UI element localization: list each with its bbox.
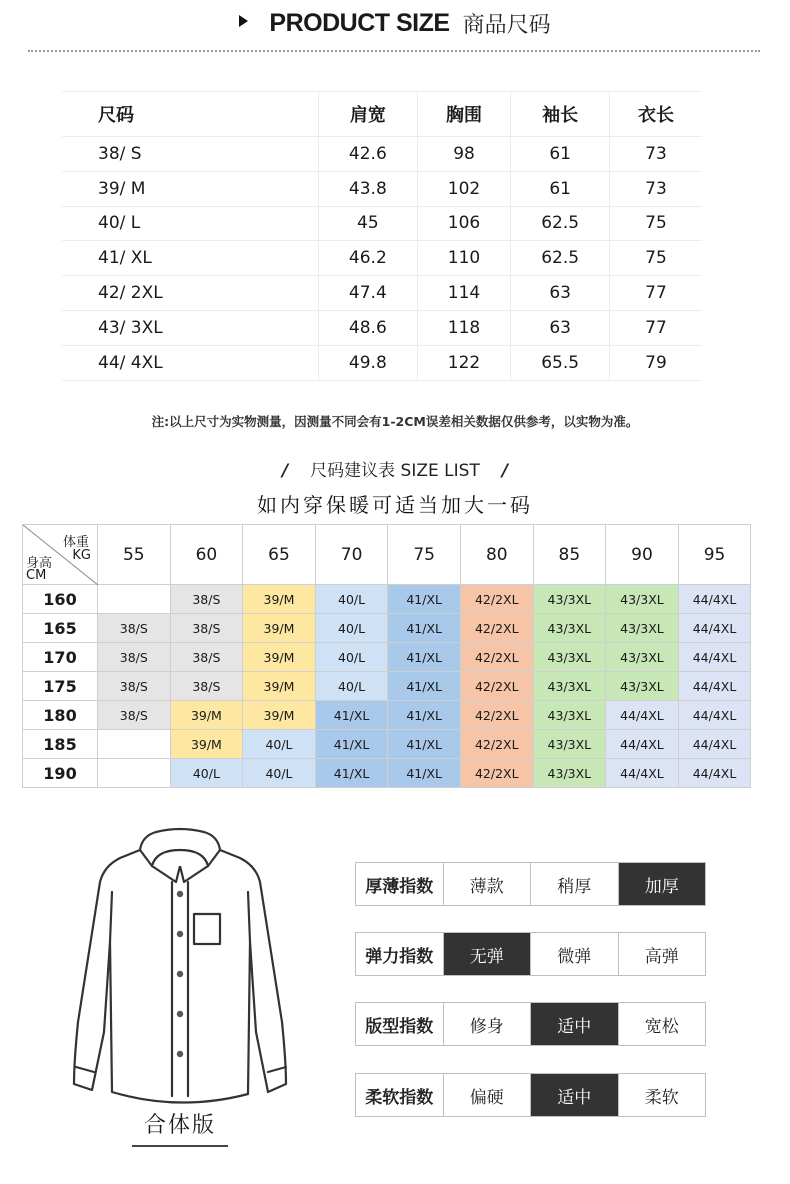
grid-height-header: 160 — [23, 585, 98, 614]
size-table-row — [62, 137, 702, 172]
index-label: 厚薄指数 — [356, 863, 444, 905]
index-label: 柔软指数 — [356, 1074, 444, 1116]
grid-size-cell: 39/M — [243, 672, 316, 701]
size-table-cell: 45 — [319, 206, 418, 241]
index-option: 稍厚 — [531, 863, 619, 905]
grid-size-cell: 41/XL — [388, 701, 461, 730]
dotted-divider — [28, 50, 760, 52]
size-advice-grid — [22, 524, 751, 788]
grid-size-cell: 39/M — [170, 730, 243, 759]
grid-size-cell: 43/3XL — [533, 759, 606, 788]
size-table-cell: 61 — [511, 171, 610, 206]
size-table-header-row — [62, 92, 702, 137]
grid-size-cell: 43/3XL — [533, 672, 606, 701]
size-table-cell: 75 — [609, 241, 702, 276]
size-table-cell: 77 — [609, 276, 702, 311]
size-table-cell: 40/ L — [62, 206, 319, 241]
grid-size-cell: 43/3XL — [606, 643, 679, 672]
grid-size-cell: 42/2XL — [460, 672, 533, 701]
size-table-cell: 44/ 4XL — [62, 345, 319, 380]
grid-size-cell: 43/3XL — [533, 643, 606, 672]
size-table-cell: 79 — [609, 345, 702, 380]
grid-size-cell: 40/L — [243, 730, 316, 759]
grid-size-cell: 38/S — [170, 672, 243, 701]
index-option: 柔软 — [644, 1087, 679, 1108]
grid-size-cell: 41/XL — [315, 701, 388, 730]
size-table-row — [62, 310, 702, 345]
grid-row — [23, 672, 751, 701]
size-list-title-text: 尺码建议表 SIZE LIST — [310, 461, 480, 481]
grid-size-cell: 42/2XL — [460, 759, 533, 788]
grid-weight-header: 65 — [243, 525, 316, 585]
grid-size-cell: 42/2XL — [460, 614, 533, 643]
size-table-cell: 48.6 — [319, 310, 418, 345]
grid-size-cell: 38/S — [170, 643, 243, 672]
grid-size-cell: 43/3XL — [606, 672, 679, 701]
grid-size-cell: 41/XL — [388, 614, 461, 643]
size-table-cell: 73 — [609, 137, 702, 172]
grid-weight-header: 90 — [606, 525, 679, 585]
grid-size-cell: 40/L — [315, 643, 388, 672]
fabric-index-row — [355, 932, 706, 976]
index-option: 偏硬 — [444, 1074, 532, 1116]
grid-size-cell: 40/L — [315, 585, 388, 614]
size-table-row — [62, 171, 702, 206]
fit-type-label: 合体版 — [132, 1108, 228, 1147]
size-table-cell: 42/ 2XL — [62, 276, 319, 311]
size-list-subtitle: 如内穿保暖可适当加大一码 — [257, 493, 533, 517]
size-table-column-header: 衣长 — [609, 92, 702, 137]
grid-row — [23, 759, 751, 788]
size-table-column-header: 胸围 — [417, 92, 511, 137]
grid-corner-cell — [23, 525, 98, 585]
index-option-selected: 适中 — [531, 1003, 619, 1045]
grid-size-cell: 42/2XL — [460, 730, 533, 759]
grid-size-cell: 41/XL — [388, 672, 461, 701]
size-table-cell: 63 — [511, 310, 610, 345]
grid-size-cell: 43/3XL — [606, 585, 679, 614]
grid-size-cell: 42/2XL — [460, 643, 533, 672]
header-title-en: PRODUCT SIZE — [269, 9, 450, 37]
product-size-table — [62, 91, 702, 381]
grid-size-cell: 38/S — [98, 614, 171, 643]
grid-size-cell: 38/S — [98, 701, 171, 730]
grid-row — [23, 585, 751, 614]
size-table-cell: 61 — [511, 137, 610, 172]
size-table-cell: 39/ M — [62, 171, 319, 206]
size-table-cell: 41/ XL — [62, 241, 319, 276]
grid-height-header: 165 — [23, 614, 98, 643]
size-table-row — [62, 241, 702, 276]
corner-kg-label: KG — [72, 548, 91, 563]
grid-height-header: 175 — [23, 672, 98, 701]
grid-weight-header: 95 — [678, 525, 751, 585]
grid-size-cell: 38/S — [170, 585, 243, 614]
grid-size-cell: 44/4XL — [606, 730, 679, 759]
triangle-arrow-icon — [239, 15, 248, 27]
grid-size-cell: 41/XL — [388, 643, 461, 672]
size-table-cell: 77 — [609, 310, 702, 345]
size-table-cell: 43.8 — [319, 171, 418, 206]
grid-row — [23, 643, 751, 672]
size-table-cell: 42.6 — [319, 137, 418, 172]
grid-size-cell: 43/3XL — [533, 701, 606, 730]
size-table-cell: 118 — [417, 310, 511, 345]
size-table-cell: 46.2 — [319, 241, 418, 276]
size-table-cell: 122 — [417, 345, 511, 380]
index-option-selected: 适中 — [531, 1074, 619, 1116]
grid-size-cell: 39/M — [170, 701, 243, 730]
fabric-index-row — [355, 862, 706, 906]
corner-height-label: 身高 — [26, 556, 53, 571]
grid-size-cell: 39/M — [243, 585, 316, 614]
size-table-row — [62, 206, 702, 241]
fabric-index-row — [355, 1073, 706, 1117]
grid-weight-header: 60 — [170, 525, 243, 585]
grid-size-cell: 38/S — [170, 614, 243, 643]
grid-size-cell — [98, 585, 171, 614]
grid-size-cell — [98, 730, 171, 759]
grid-weight-header: 75 — [388, 525, 461, 585]
grid-size-cell: 41/XL — [388, 585, 461, 614]
grid-size-cell: 44/4XL — [678, 643, 751, 672]
measurement-note: 注:以上尺寸为实物测量，因测量不同会有1-2CM误差相关数据仅供参考，以实物为准。 — [151, 414, 639, 429]
size-table-cell: 49.8 — [319, 345, 418, 380]
shirt-illustration — [60, 822, 300, 1112]
grid-weight-header: 55 — [98, 525, 171, 585]
grid-size-cell: 41/XL — [315, 759, 388, 788]
grid-height-header: 190 — [23, 759, 98, 788]
index-option: 微弹 — [531, 933, 619, 975]
grid-size-cell: 43/3XL — [533, 730, 606, 759]
grid-size-cell: 42/2XL — [460, 585, 533, 614]
size-table-cell: 110 — [417, 241, 511, 276]
index-label: 弹力指数 — [356, 933, 444, 975]
grid-size-cell: 43/3XL — [533, 614, 606, 643]
size-table-cell: 62.5 — [511, 241, 610, 276]
size-table-column-header: 肩宽 — [319, 92, 418, 137]
fabric-index-row — [355, 1002, 706, 1046]
grid-size-cell: 39/M — [243, 614, 316, 643]
size-list-title — [0, 456, 790, 481]
title-slash-left: / — [281, 461, 289, 481]
index-option: 高弹 — [644, 946, 679, 967]
grid-size-cell: 43/3XL — [533, 585, 606, 614]
grid-size-cell: 38/S — [98, 672, 171, 701]
size-table-row — [62, 345, 702, 380]
size-table-cell: 65.5 — [511, 345, 610, 380]
grid-size-cell: 39/M — [243, 701, 316, 730]
size-table-cell: 106 — [417, 206, 511, 241]
grid-size-cell: 44/4XL — [606, 759, 679, 788]
grid-size-cell: 43/3XL — [606, 614, 679, 643]
grid-weight-header: 85 — [533, 525, 606, 585]
grid-size-cell: 38/S — [98, 643, 171, 672]
grid-size-cell — [98, 759, 171, 788]
grid-size-cell: 40/L — [243, 759, 316, 788]
index-option: 修身 — [444, 1003, 532, 1045]
size-table-cell: 98 — [417, 137, 511, 172]
grid-size-cell: 44/4XL — [678, 730, 751, 759]
grid-size-cell: 40/L — [315, 614, 388, 643]
grid-size-cell: 42/2XL — [460, 701, 533, 730]
grid-size-cell: 41/XL — [315, 730, 388, 759]
grid-height-header: 185 — [23, 730, 98, 759]
header-title-cn: 商品尺码 — [462, 13, 551, 38]
size-table-cell: 43/ 3XL — [62, 310, 319, 345]
grid-size-cell: 44/4XL — [678, 614, 751, 643]
grid-size-cell: 41/XL — [388, 759, 461, 788]
size-table-cell: 62.5 — [511, 206, 610, 241]
size-table-cell: 114 — [417, 276, 511, 311]
grid-size-cell: 44/4XL — [678, 672, 751, 701]
grid-height-header: 180 — [23, 701, 98, 730]
grid-size-cell: 44/4XL — [678, 585, 751, 614]
grid-row — [23, 730, 751, 759]
size-table-cell: 102 — [417, 171, 511, 206]
size-table-cell: 75 — [609, 206, 702, 241]
index-option-selected: 无弹 — [444, 933, 532, 975]
grid-weight-header: 80 — [460, 525, 533, 585]
size-table-cell: 73 — [609, 171, 702, 206]
size-table-column-header: 袖长 — [511, 92, 610, 137]
corner-cm-label: CM — [26, 568, 47, 583]
grid-size-cell: 44/4XL — [606, 701, 679, 730]
size-table-cell: 47.4 — [319, 276, 418, 311]
title-slash-right: / — [501, 461, 509, 481]
page-header — [0, 8, 790, 42]
grid-height-header: 170 — [23, 643, 98, 672]
grid-size-cell: 44/4XL — [678, 701, 751, 730]
size-table-cell: 63 — [511, 276, 610, 311]
grid-size-cell: 44/4XL — [678, 759, 751, 788]
grid-size-cell: 40/L — [170, 759, 243, 788]
index-option: 宽松 — [644, 1016, 679, 1037]
grid-size-cell: 41/XL — [388, 730, 461, 759]
grid-header-row — [23, 525, 751, 585]
grid-size-cell: 40/L — [315, 672, 388, 701]
size-table-column-header: 尺码 — [62, 92, 319, 137]
size-table-cell: 38/ S — [62, 137, 319, 172]
index-label: 版型指数 — [356, 1003, 444, 1045]
index-option-selected: 加厚 — [619, 863, 706, 905]
grid-weight-header: 70 — [315, 525, 388, 585]
index-option: 薄款 — [444, 863, 532, 905]
corner-weight-label: 体重 — [62, 535, 89, 550]
grid-size-cell: 39/M — [243, 643, 316, 672]
size-table-row — [62, 276, 702, 311]
grid-row — [23, 614, 751, 643]
grid-row — [23, 701, 751, 730]
